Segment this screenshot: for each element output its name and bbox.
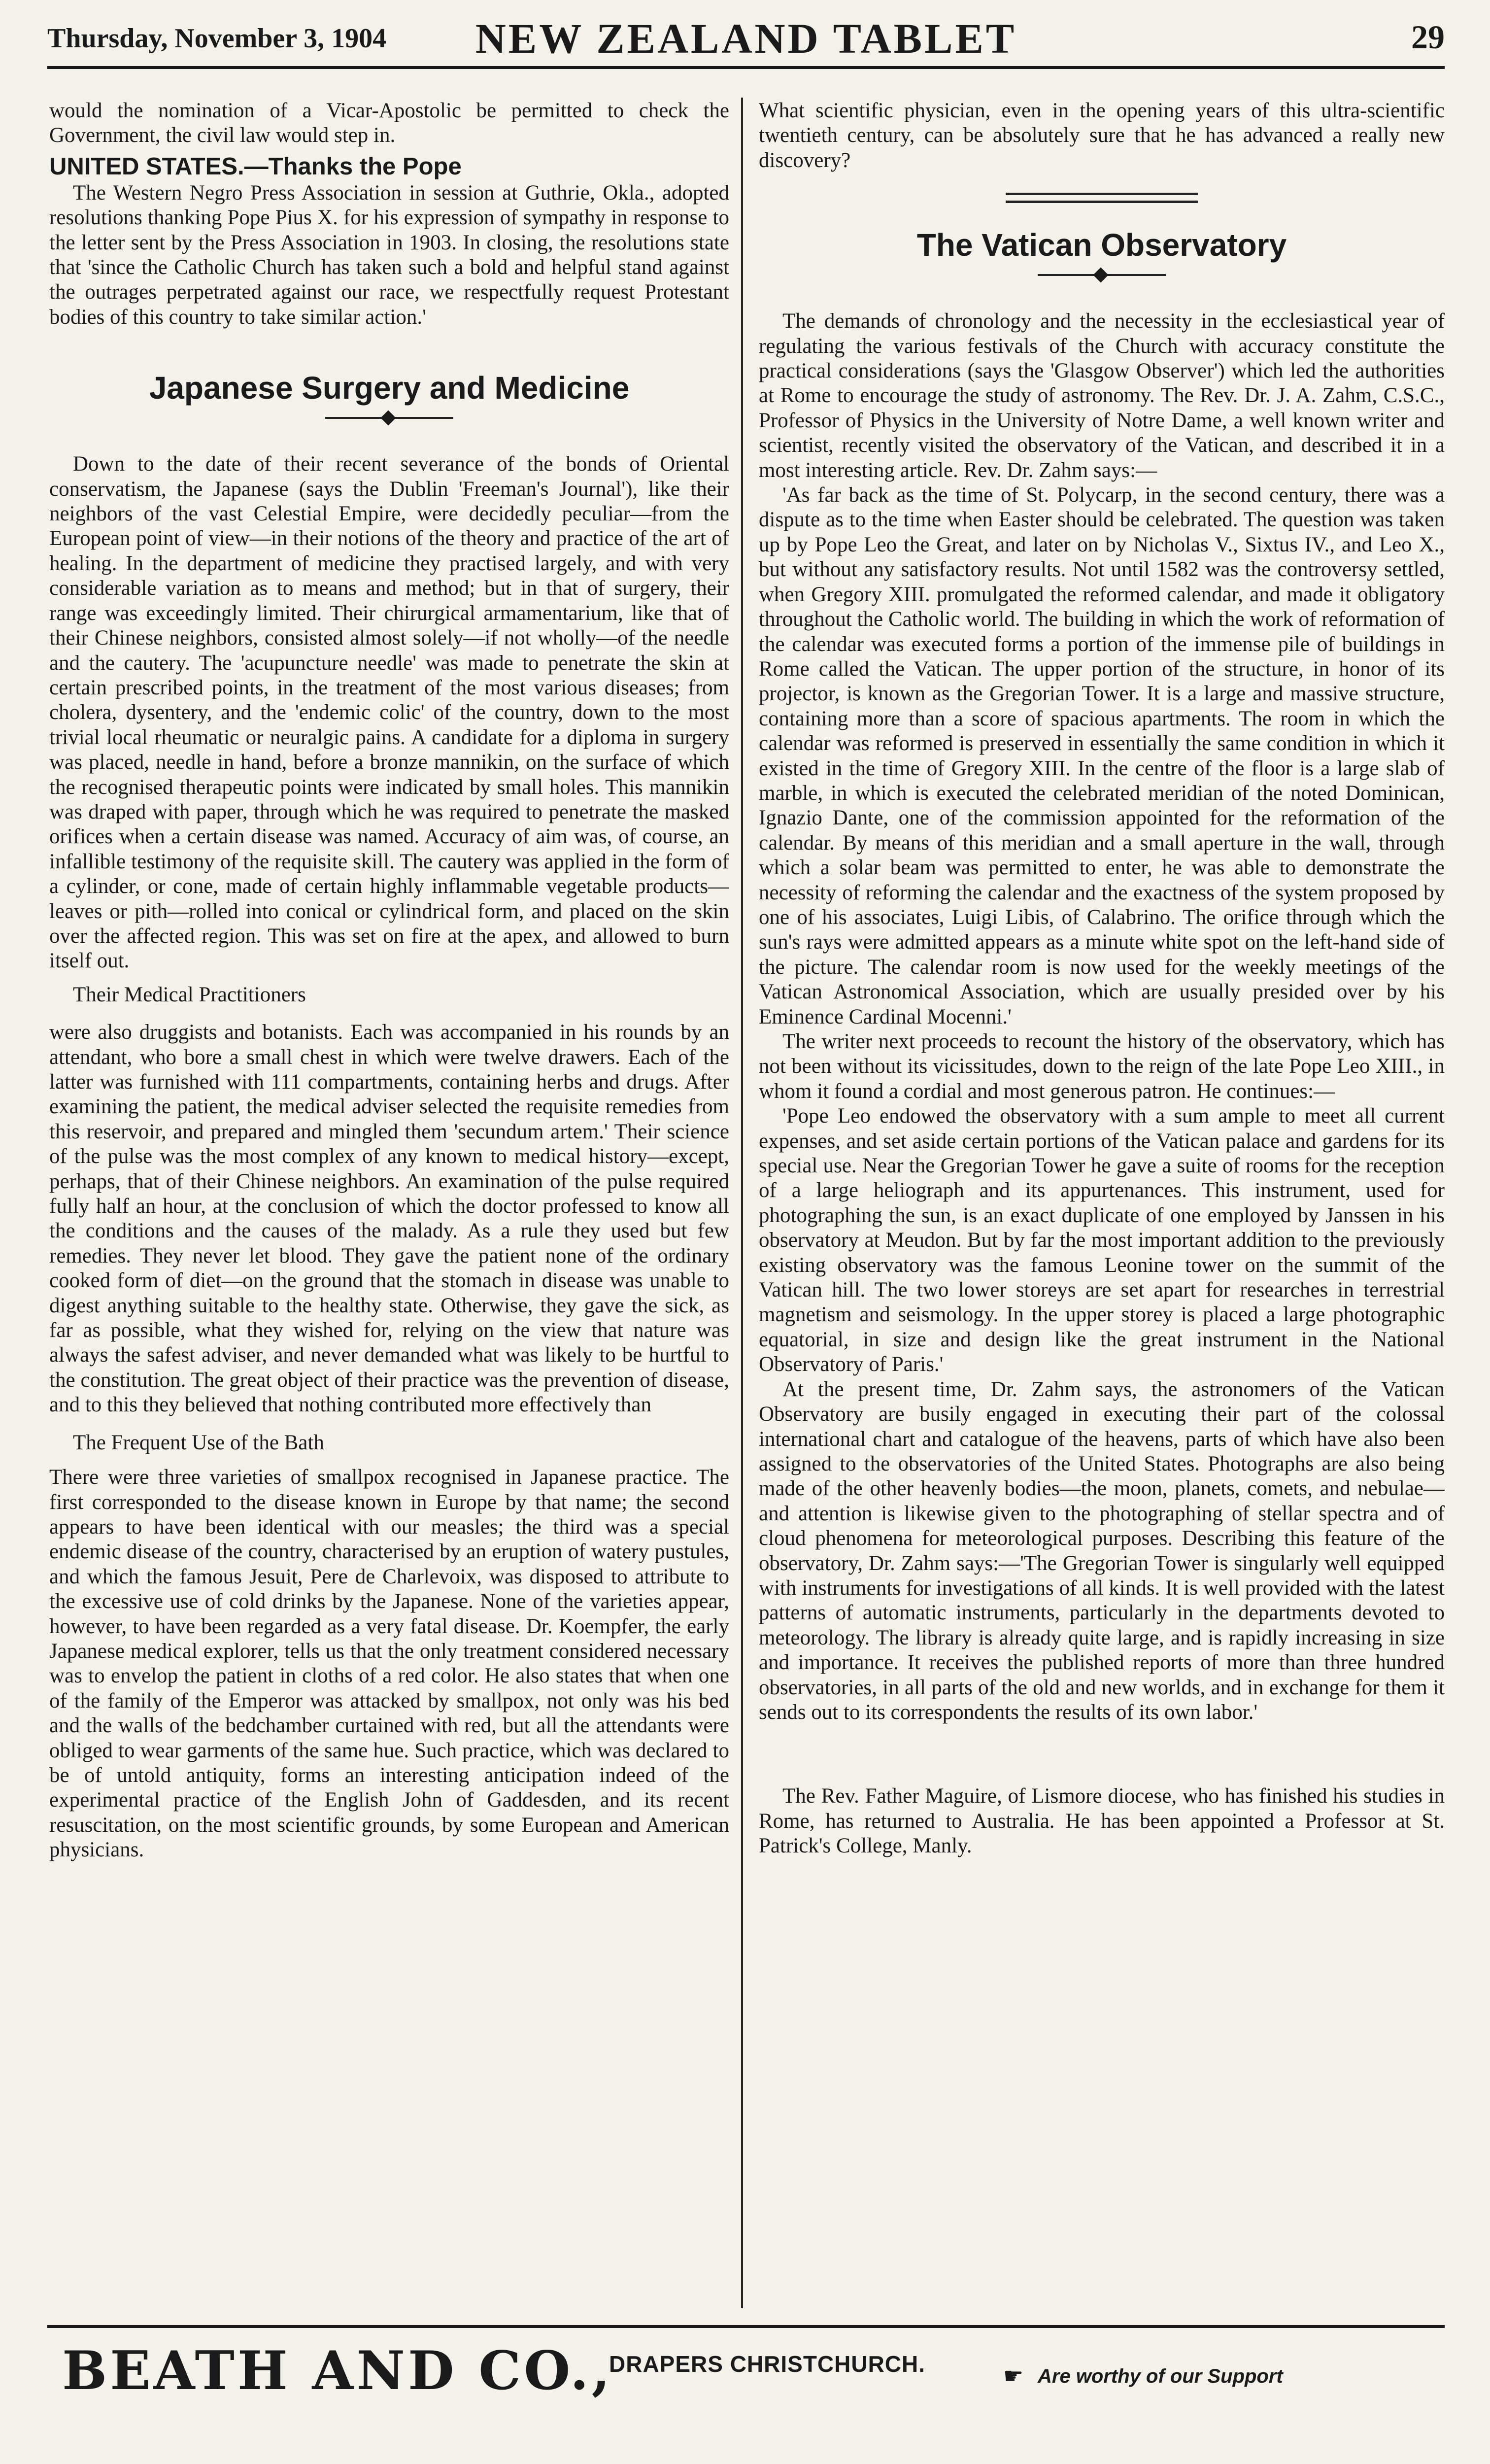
- subheading-frequent-bath: The Frequent Use of the Bath: [73, 1431, 324, 1454]
- left-column: [49, 99, 729, 2405]
- advertisement-footer: [47, 2331, 1445, 2405]
- masthead-rule: [47, 66, 1445, 69]
- subheading-medical-practitioners: Their Medical Practitioners: [73, 983, 306, 1006]
- title-ornament: [325, 411, 453, 425]
- vatican-paragraph-5: At the present time, Dr. Zahm says, the astronomers of the Vatican Observatory are busily engaged in executing their part of the colossal international chart and catalogue of the heavens, parts of which have also been assigned to the observatories of the United States. Photographs are also being made of the other heavenly bodies—the moon, planets, comets, and nebulae—and attention is likewise given to the photographing of stellar spectra and of cloud phenomena for meteorological purposes. Describing this feature of the observatory, Dr. Zahm says:—'The Gregorian Tower is singularly well equipped with instruments for investigations of all kinds. It is well provided with the latest patterns of automatic instruments, particularly in the departments devoted to meteorology. The library is already quite large, and is rapidly increasing in size and importance. It receives the published reports of more than three hundred observatories, in all parts of the old and new worlds, and in exchange for them it sends out to its correspondents the results of its own labor.': [759, 1377, 1445, 1724]
- japanese-surgery-paragraph-3: There were three varieties of smallpox recognised in Japanese practice. The first corresponded to the disease known in Europe by that name; the second appears to have been identical with our measles; the third was a special endemic disease of the country, characterised by an eruption of watery pustules, and which the famous Jesuit, Pere de Charlevoix, was disposed to attribute to the excessive use of cold drinks by the Japanese. None of the varieties appear, however, to have been regarded as a very fatal disease. Dr. Koempfer, the early Japanese medical explorer, tells us that the only treatment considered necessary was to envelop the patient in cloths of a red color. He also states that when one of the family of the Emperor was attacked by smallpox, not only was his bed and the walls of the bedchamber curtained with red, but all the attendants were obliged to wear garments of the same hue. Such practice, which was declared to be of untold antiquity, forms an interesting anticipation indeed of the experimental practice of the English John of Gaddesden, and its recent resuscitation, on the most scientific grounds, by some European and American physicians.: [49, 1466, 729, 1862]
- right-column: [759, 99, 1445, 2306]
- double-rule-separator: [1006, 191, 1198, 205]
- issue-date: Thursday, November 3, 1904: [47, 23, 387, 54]
- united-states-heading: UNITED STATES.—Thanks the Pope: [49, 153, 462, 180]
- vatican-paragraph-2: 'As far back as the time of St. Polycarp, in the second century, there was a dispute as to the time when Easter should be celebrated. The question was taken up by Pope Leo the Great, and later on by Nicholas V., Sixtus IV., and Leo X., but without any satisfactory results. Not until 1582 was the controversy settled, when Gregory XIII. promulgated the reformed calendar, and made it obligatory throughout the Catholic world. The building in which the work of reformation of the calendar was executed forms a portion of the immense pile of buildings in Rome called the Vatican. The upper portion of the structure, in honor of its projector, is known as the Gregorian Tower. It is a large and massive structure, containing more than a score of spacious apartments. The room in which the calendar was reformed is preserved in essentially the same condition in which it existed in the time of Gregory XIII. In the centre of the floor is a large slab of marble, in which is executed the celebrated meridian of the noted Dominican, Ignazio Dante, one of the commission appointed for the reformation of the calendar. By means of this meridian and a small aperture in the wall, through which a solar beam was permitted to enter, he was able to demonstrate the necessity of reforming the calendar and the exactness of the system proposed by one of his associates, Luigi Libis, of Calabrino. The orifice through which the sun's rays were admitted appears as a minute white spot on the left-hand side of the picture. The calendar room is now used for the weekly meetings of the Vatican Astronomical Association, which are usually presided over by his Eminence Cardinal Mocenni.': [759, 483, 1445, 1028]
- japanese-surgery-paragraph-1: Down to the date of their recent severance of the bonds of Oriental conservatism, the Japanese (says the Dublin 'Freeman's Journal'), like their neighbors of the vast Celestial Empire, were decidedly peculiar—from the European point of view—in their notions of the theory and practice of the art of healing. In the department of medicine they practised largely, and with very considerable variation as to means and method; but in that of surgery, their range was exceedingly limited. Their chirurgical armamentarium, like that of their Chinese neighbors, consisted almost solely—if not wholly—of the needle and the cautery. The 'acupuncture needle' was made to penetrate the skin at certain prescribed points, in the treatment of the most various diseases; from cholera, dysentery, and the 'endemic colic' of the country, down to the most trivial local rheumatic or neuralgic pains. A candidate for a diploma in surgery was placed, needle in hand, before a bronze mannikin, on the surface of which the recognised therapeutic points were indicated by small holes. This mannikin was draped with paper, through which he was required to penetrate the masked orifices when a certain disease was named. Accuracy of aim was, of course, an infallible testimony of the requisite skill. The cautery was applied in the form of a cylinder, or cone, made of certain highly inflammable vegetable products—leaves or pith—rolled into conical or cylindrical form, and placed on the skin over the affected region. This was set on fire at the apex, and allowed to burn itself out.: [49, 452, 729, 973]
- vatican-paragraph-3: The writer next proceeds to recount the history of the observatory, which has not been without its vicissitudes, down to the reign of the late Pope Leo XIII., in whom it found a cordial and most generous patron. He continues:—: [759, 1030, 1445, 1103]
- column-divider: [741, 98, 743, 2308]
- newspaper-title: NEW ZEALAND TABLET: [475, 15, 1017, 62]
- page-number: 29: [1411, 18, 1445, 56]
- advertiser-slogan: Are worthy of our Support: [1038, 2365, 1283, 2387]
- advertiser-tagline: DRAPERS CHRISTCHURCH.: [609, 2351, 926, 2377]
- footer-rule: [47, 2325, 1445, 2328]
- news-note-father-maguire: The Rev. Father Maguire, of Lismore diocese, who has finished his studies in Rome, has returned to Australia. He has been appointed a Professor at St. Patrick's College, Manly.: [759, 1784, 1445, 1858]
- vatican-paragraph-1: The demands of chronology and the necessity in the ecclesiastical year of regulating the various festivals of the Church with accuracy constitute the practical considerations (says the 'Glasgow Observer') which led the authorities at Rome to encourage the study of astronomy. The Rev. Dr. J. A. Zahm, C.S.C., Professor of Physics in the University of Notre Dame, a well known writer and scientist, recently visited the observatory of the Vatican, and described it in a most interesting article. Rev. Dr. Zahm says:—: [759, 309, 1445, 482]
- article-title-vatican-observatory: The Vatican Observatory: [916, 227, 1287, 263]
- article-title-japanese-surgery: Japanese Surgery and Medicine: [149, 370, 630, 406]
- united-states-body: The Western Negro Press Association in session at Guthrie, Okla., adopted resolutions thanking Pope Pius X. for his expression of sympathy in response to the letter sent by the Press Association in 1903. In closing, the resolutions state that 'since the Catholic Church has taken such a bold and helpful stand against the outrages perpetrated against our race, we respectfully request Protestant bodies of this country to take similar action.': [49, 181, 729, 329]
- continued-paragraph: would the nomination of a Vicar-Apostolic be permitted to check the Government, the civil law would step in.: [49, 99, 729, 147]
- advertiser-name: BEATH AND CO.,: [62, 2340, 613, 2402]
- pointing-hand-icon: ☛: [1003, 2363, 1024, 2389]
- masthead: [47, 5, 1445, 69]
- title-ornament: [1038, 268, 1166, 282]
- continued-paragraph-right: What scientific physician, even in the opening years of this ultra-scientific twentieth century, can be absolutely sure that he has advanced a really new discovery?: [759, 99, 1445, 172]
- japanese-surgery-paragraph-2: were also druggists and botanists. Each was accompanied in his rounds by an attendant, who bore a small chest in which were twelve drawers. Each of the latter was furnished with 111 compartments, containing herbs and drugs. After examining the patient, the medical adviser selected the requisite remedies from this reservoir, and prepared and mingled them 'secundum artem.' Their science of the pulse was the most complex of any known to medical history—except, perhaps, that of their Chinese neighbors. An examination of the pulse required fully half an hour, at the conclusion of which the doctor professed to know all the conditions and the causes of the malady. As a rule they used but few remedies. They never let blood. They gave the patient none of the ordinary cooked form of diet—on the ground that the stomach in disease was unable to digest anything suitable to the healthy state. Otherwise, they gave the sick, as far as possible, what they wished for, relying on the view that nature was always the safest adviser, and never demanded what was likely to be hurtful to the constitution. The great object of their practice was the prevention of disease, and to this they believed that nothing contributed more effectively than: [49, 1021, 729, 1417]
- vatican-paragraph-4: 'Pope Leo endowed the observatory with a sum ample to meet all current expenses, and set aside certain portions of the Vatican palace and gardens for its special use. Near the Gregorian Tower he gave a suite of rooms for the reception of a large heliograph and its appurtenances. This instrument, used for photographing the sun, is an exact duplicate of one employed by Janssen in his observatory at Meudon. But by far the most important addition to the previously existing observatory was the famous Leonine tower on the summit of the Vatican hill. The two lower storeys are set apart for researches in terrestrial magnetism and seismology. In the upper storey is placed a large photographic equatorial, in size and design like the great instrument in the National Observatory of Paris.': [759, 1104, 1445, 1376]
